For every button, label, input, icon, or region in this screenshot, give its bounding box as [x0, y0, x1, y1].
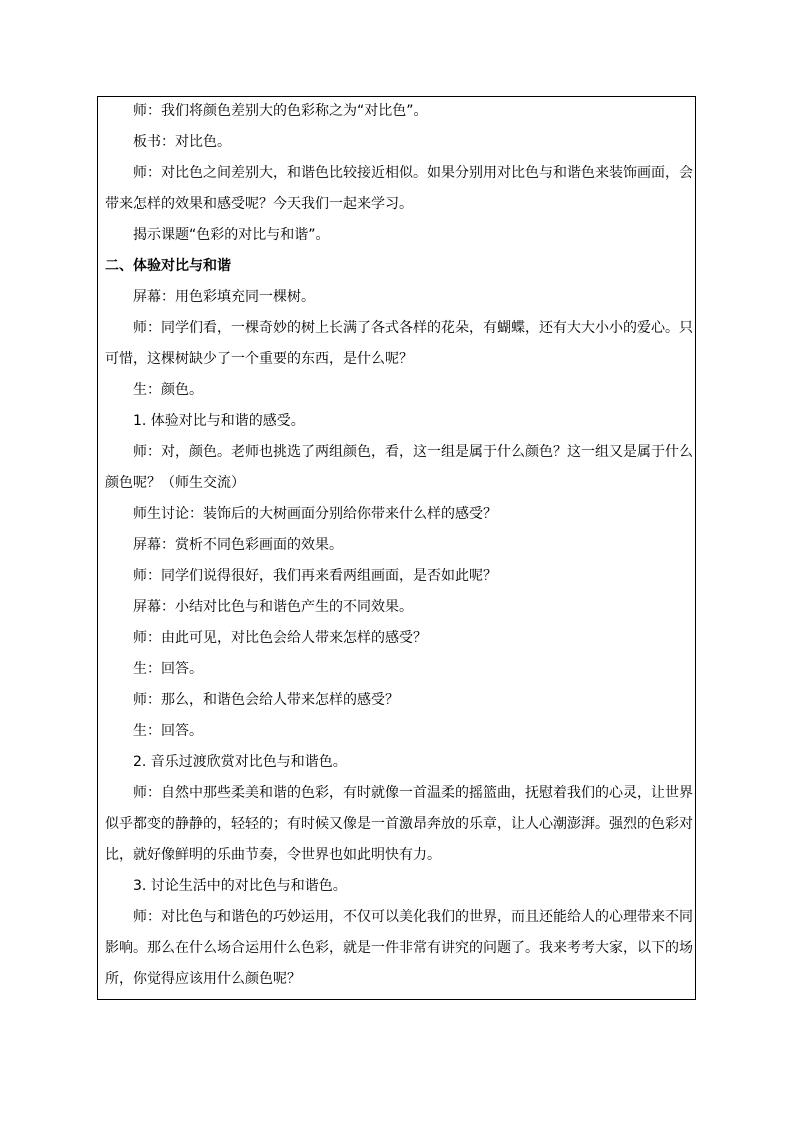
text-line: 1. 体验对比与和谐的感受。 [133, 413, 305, 429]
text-line: 师生讨论：装饰后的大树画面分别给你带来什么样的感受？ [133, 506, 497, 522]
text-line: 师：对，颜色。老师也挑选了两组颜色，看，这一组是属于什么颜色？这一组又是属于什么 [133, 444, 693, 460]
text-line: 板书：对比色。 [133, 134, 231, 150]
text-line: 所，你觉得应该用什么颜色呢？ [105, 971, 301, 987]
text-line: 影响。那么在什么场合运用什么色彩，就是一件非常有讲究的问题了。我来考考大家，以下的场 [105, 940, 693, 956]
text-line: 屏幕：赏析不同色彩画面的效果。 [133, 537, 343, 553]
text-line: 比，就好像鲜明的乐曲节奏，令世界也如此明快有力。 [105, 847, 441, 863]
text-line: 师：自然中那些柔美和谐的色彩，有时就像一首温柔的摇篮曲，抚慰着我们的心灵，让世界 [133, 785, 693, 801]
text-line: 师：同学们说得很好，我们再来看两组画面，是否如此呢？ [133, 568, 497, 584]
text-line: 2. 音乐过渡欣赏对比色与和谐色。 [133, 754, 347, 770]
text-line: 屏幕：小结对比色与和谐色产生的不同效果。 [133, 599, 413, 615]
text-line: 3. 讨论生活中的对比色与和谐色。 [133, 878, 347, 894]
lesson-text [105, 96, 693, 995]
text-line: 可惜，这棵树缺少了一个重要的东西，是什么呢？ [105, 351, 413, 367]
text-line: 师：对比色与和谐色的巧妙运用，不仅可以美化我们的世界，而且还能给人的心理带来不同 [133, 909, 693, 925]
text-line: 师：我们将颜色差别大的色彩称之为“对比色”。 [133, 103, 428, 119]
text-line: 揭示课题“色彩的对比与和谐”。 [133, 227, 330, 243]
text-line: 师：那么，和谐色会给人带来怎样的感受？ [133, 692, 399, 708]
text-line: 生：回答。 [133, 723, 203, 739]
text-line: 似乎都变的静静的，轻轻的；有时候又像是一首激昂奔放的乐章，让人心潮澎湃。强烈的色彩对 [105, 816, 693, 832]
text-line: 颜色呢？（师生交流） [105, 475, 245, 491]
text-line: 师：由此可见，对比色会给人带来怎样的感受？ [133, 630, 427, 646]
text-line: 师：对比色之间差别大，和谐色比较接近相似。如果分别用对比色与和谐色来装饰画面，会 [133, 165, 693, 181]
text-line: 生：回答。 [133, 661, 203, 677]
text-line: 带来怎样的效果和感受呢？今天我们一起来学习。 [105, 196, 413, 212]
section-heading: 二、体验对比与和谐 [105, 258, 231, 274]
text-line: 师：同学们看，一棵奇妙的树上长满了各式各样的花朵，有蝴蝶，还有大大小小的爱心。只 [133, 320, 693, 336]
text-line: 生：颜色。 [133, 382, 203, 398]
text-line: 屏幕：用色彩填充同一棵树。 [133, 289, 315, 305]
